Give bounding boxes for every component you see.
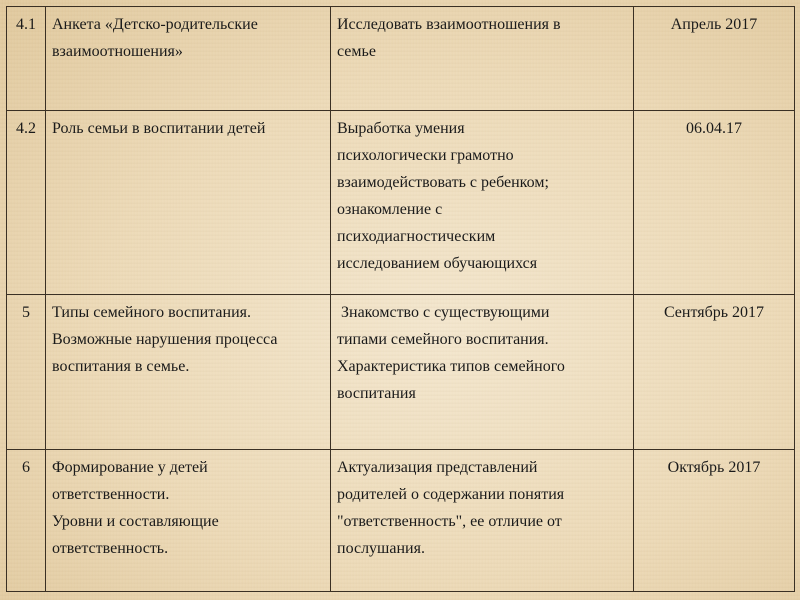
goal-line: Знакомство с существующими [337, 304, 550, 321]
topic-cell [46, 111, 331, 295]
topic-line: Анкета «Детско-родительские [52, 16, 258, 33]
topic-line: Формирование у детей [52, 459, 208, 476]
topic-line: взаимоотношения» [52, 43, 183, 60]
table-row [7, 295, 795, 450]
date-cell: 06.04.17 [634, 111, 795, 295]
table-row [7, 7, 795, 111]
goal-cell [331, 7, 634, 111]
topic-line: Типы семейного воспитания. [52, 304, 252, 321]
table-row [7, 450, 795, 592]
goal-line: Характеристика типов семейного [337, 358, 565, 375]
topic-line: Возможные нарушения процесса [52, 331, 278, 348]
goal-line: психодиагностическим [337, 228, 496, 245]
topic-line: Уровни и составляющие [52, 513, 219, 530]
row-number: 6 [7, 450, 46, 592]
goal-line: Исследовать взаимоотношения в [337, 16, 561, 33]
table-row [7, 111, 795, 295]
goal-line: Выработка умения [337, 120, 465, 137]
row-number: 5 [7, 295, 46, 450]
goal-line: ознакомление с [337, 201, 443, 218]
topic-line: ответственности. [52, 486, 170, 503]
topic-cell [46, 450, 331, 592]
goal-cell [331, 295, 634, 450]
topic-cell [46, 295, 331, 450]
goal-line: воспитания [337, 385, 416, 402]
goal-line: родителей о содержании понятия [337, 486, 565, 503]
date-cell: Сентябрь 2017 [634, 295, 795, 450]
goal-line: Актуализация представлений [337, 459, 538, 476]
topic-line: Роль семьи в воспитании детей [52, 120, 266, 137]
goal-line: психологически грамотно [337, 147, 514, 164]
row-number: 4.1 [7, 7, 46, 111]
date-cell: Апрель 2017 [634, 7, 795, 111]
plan-table [6, 6, 795, 592]
goal-line: взаимодействовать с ребенком; [337, 174, 549, 191]
goal-line: исследованием обучающихся [337, 255, 538, 272]
goal-line: послушания. [337, 540, 425, 557]
goal-cell [331, 111, 634, 295]
topic-line: ответственность. [52, 540, 169, 557]
row-number: 4.2 [7, 111, 46, 295]
goal-line: типами семейного воспитания. [337, 331, 549, 348]
goal-line: "ответственность", ее отличие от [337, 513, 562, 530]
topic-line: воспитания в семье. [52, 358, 190, 375]
goal-cell [331, 450, 634, 592]
date-cell: Октябрь 2017 [634, 450, 795, 592]
goal-line: семье [337, 43, 376, 60]
topic-cell [46, 7, 331, 111]
